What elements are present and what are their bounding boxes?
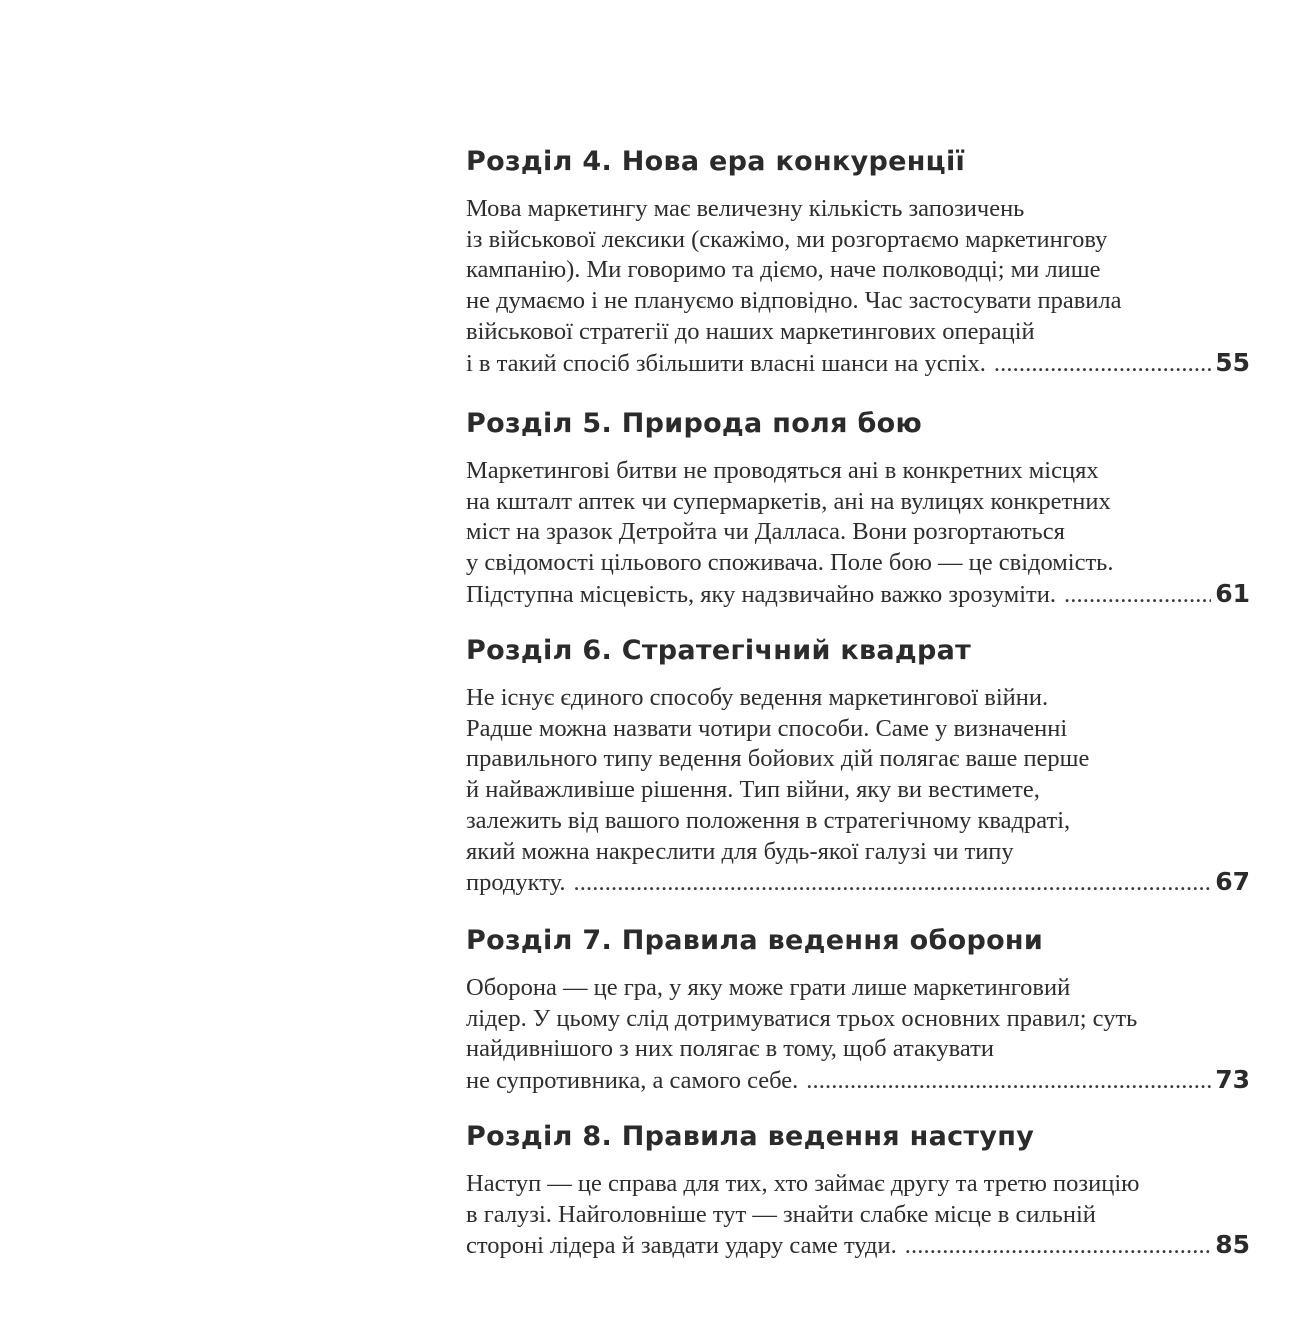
page-number: 85 [1215,1230,1250,1260]
description-line: Підступна місцевість, яку надзвичайно важко зрозуміти. [466,580,1056,608]
description-line: Не існує єдиного способу ведення маркетингової війни. [466,684,1049,711]
chapter-description [466,973,1250,1097]
dot-leader [905,1231,1211,1262]
description-line: міст на зразок Детройта чи Далласа. Вони розгортаються [466,518,1065,546]
description-line: Наступ — це справа для тих, хто займає другу та третю позицію [466,1170,1140,1197]
chapter-title: Розділ 5. Природа поля бою [466,408,923,439]
description-last-line [466,579,1250,611]
description-line: Радше можна назвати чотири способи. Саме у визначенні [466,714,1068,742]
description-line: не думаємо і не плануємо відповідно. Час застосувати правила [466,287,1122,315]
description-line: у свідомості цільового споживача. Поле бою — це свідомість. [466,549,1114,577]
description-line: Оборона — це гра, у яку може грати лише маркетинговий [466,974,1071,1001]
toc-entry-chapter-8 [466,1117,1250,1262]
description-last-line [466,1230,1250,1262]
description-line: стороні лідера й завдати удару саме туди. [466,1232,897,1260]
description-line: який можна накреслити для будь-якої галузі чи типу [466,837,1014,865]
chapter-title: Розділ 4. Нова ера конкуренції [466,146,966,177]
description-line: правильного типу ведення бойових дій полягає ваше перше [466,745,1090,773]
chapter-description [466,194,1250,379]
toc-entry-chapter-7 [466,921,1250,1097]
description-line: на кшталт аптек чи супермаркетів, ані на вулицях конкретних [466,487,1111,515]
description-line: військової стратегії до наших маркетингових операцій [466,317,1035,345]
description-line: в галузі. Найголовніше тут — знайти слабке місце в сильній [466,1200,1096,1228]
dot-leader [574,868,1212,899]
chapter-title: Розділ 6. Стратегічний квадрат [466,635,972,666]
description-line: й найважливіше рішення. Тип війни, яку ви вестимете, [466,776,1040,804]
description-line: залежить від вашого положення в стратегічному квадраті, [466,806,1071,834]
description-line: не супротивника, а самого себе. [466,1067,799,1095]
description-line: лідер. У цьому слід дотримуватися трьох основних правил; суть [466,1004,1138,1032]
description-line: найдивнішого з них полягає в тому, щоб атакувати [466,1035,994,1063]
dot-leader [994,349,1211,380]
description-line: Мова маркетингу має величезну кількість запозичень [466,195,1025,222]
chapter-description [466,1169,1250,1262]
chapter-description [466,456,1250,611]
description-line: Маркетингові битви не проводяться ані в конкретних місцях [466,457,1099,484]
description-line: і в такий спосіб збільшити власні шанси на успіх. [466,349,986,377]
description-line: продукту. [466,869,566,897]
dot-leader [1064,580,1211,611]
chapter-title: Розділ 7. Правила ведення оборони [466,925,1044,956]
description-line: кампанію). Ми говоримо та діємо, наче полководці; ми лише [466,256,1101,284]
chapter-title: Розділ 8. Правила ведення наступу [466,1121,1035,1152]
description-last-line [466,348,1250,380]
description-last-line [466,1065,1250,1097]
page-number: 67 [1215,867,1250,897]
toc-entry-chapter-6 [466,631,1250,899]
chapter-description [466,683,1250,899]
toc-entry-chapter-4 [466,142,1250,379]
page-number: 55 [1215,347,1250,377]
description-last-line [466,867,1250,899]
description-line: із військової лексики (скажімо, ми розгортаємо маркетингову [466,225,1108,253]
page-number: 73 [1215,1065,1250,1095]
dot-leader [806,1066,1211,1097]
page-number: 61 [1215,578,1250,608]
toc-entry-chapter-5 [466,404,1250,611]
